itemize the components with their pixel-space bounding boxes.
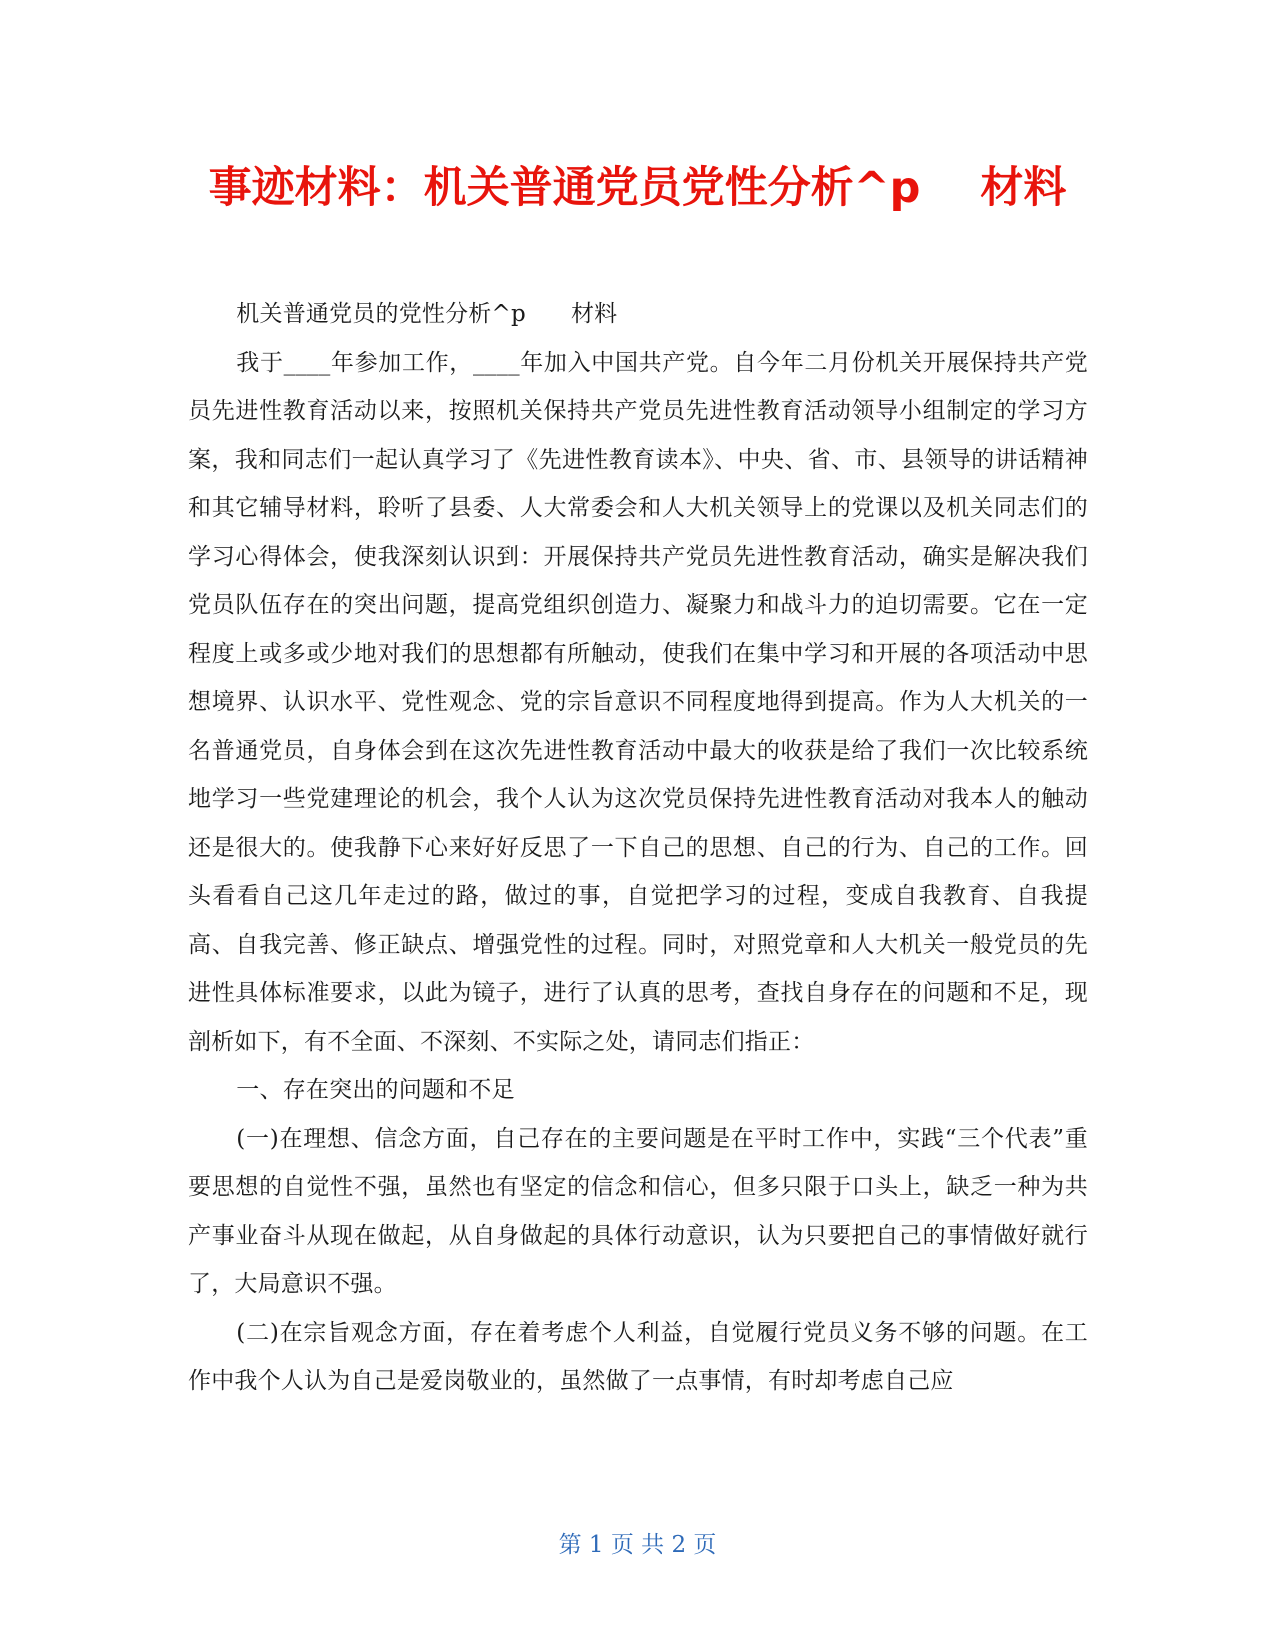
ideals-paragraph: (一)在理想、信念方面，自己存在的主要问题是在平时工作中，实践“三个代表”重要思想的自觉性不强，虽然也有坚定的信念和信心，但多只限于口头上，缺乏一种为共产事业奋斗从现在做起，从自身做起的具体行动意识，认为只要把自己的事情做好就行了，大局意识不强。 — [188, 1125, 1088, 1297]
document-body — [188, 290, 1088, 1406]
intro-paragraph: 我于____年参加工作，____年加入中国共产党。自今年二月份机关开展保持共产党员先进性教育活动以来，按照机关保持共产党员先进性教育活动领导小组制定的学习方案，我和同志们一起认真学习了《先进性教育读本》、中央、省、市、县领导的讲话精神和其它辅导材料，聆听了县委、人大常委会和人大机关领导上的党课以及机关同志们的学习心得体会，使我深刻认识到：开展保持共产党员先进性教育活动，确实是解决我们党员队伍存在的突出问题，提高党组织创造力、凝聚力和战斗力的迫切需要。它在一定程度上或多或少地对我们的思想都有所触动，使我们在集中学习和开展的各项活动中思想境界、认识水平、党性观念、党的宗旨意识不同程度地得到提高。作为人大机关的一名普通党员，自身体会到在这次先进性教育活动中最大的收获是给了我们一次比较系统地学习一些党建理论的机会，我个人认为这次党员保持先进性教育活动对我本人的触动还是很大的。使我静下心来好好反思了一下自己的思想、自己的行为、自己的工作。回头看看自己这几年走过的路，做过的事，自觉把学习的过程，变成自我教育、自我提高、自我完善、修正缺点、增强党性的过程。同时，对照党章和人大机关一般党员的先进性具体标准要求，以此为镜子，进行了认真的思考，查找自身存在的问题和不足，现剖析如下，有不全面、不深刻、不实际之处，请同志们指正： — [188, 349, 1088, 1055]
subtitle-paragraph: 机关普通党员的党性分析^p 材料 — [236, 301, 618, 327]
section-heading: 一、存在突出的问题和不足 — [236, 1077, 515, 1103]
document-title: 事迹材料：机关普通党员党性分析^p 材料 — [208, 163, 1067, 213]
purpose-paragraph: (二)在宗旨观念方面，存在着考虑个人利益，自觉履行党员义务不够的问题。在工作中我个人认为自己是爱岗敬业的，虽然做了一点事情，有时却考虑自己应 — [188, 1319, 1088, 1394]
page-footer: 第 1 页 共 2 页 — [558, 1532, 717, 1558]
